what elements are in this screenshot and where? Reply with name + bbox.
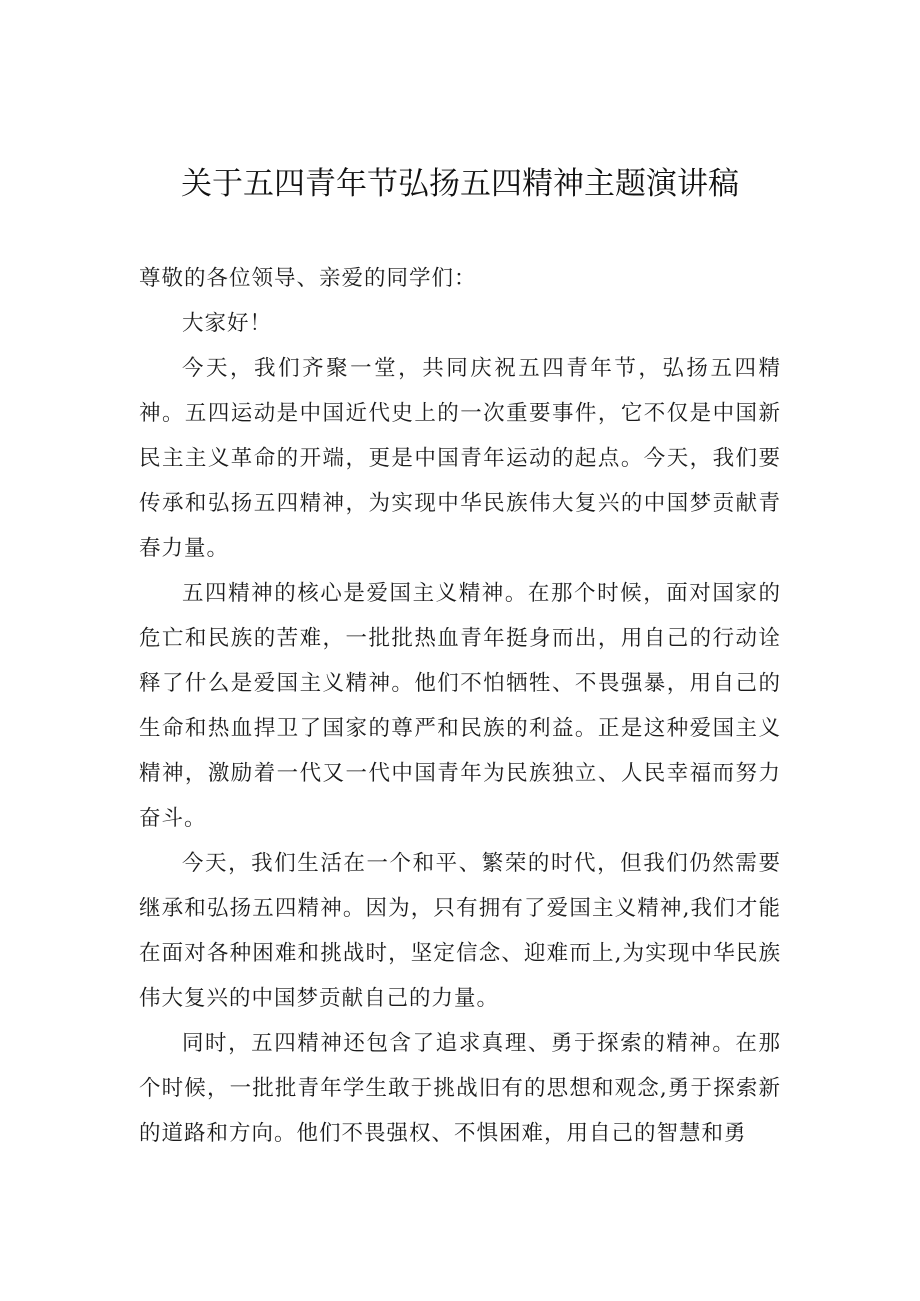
salutation: 尊敬的各位领导、亲爱的同学们： <box>139 266 477 291</box>
document-body <box>139 256 781 1156</box>
paragraph-2: 五四精神的核心是爱国主义精神。在那个时候，面对国家的危亡和民族的苦难，一批批热血青年挺身而出，用自己的行动诠释了什么是爱国主义精神。他们不怕牺牲、不畏强暴，用自己的生命和热血捍卫了国家的尊严和民族的利益。正是这种爱国主义精神，激励着一代又一代中国青年为民族独立、人民幸福而努力奋斗。 <box>139 581 781 831</box>
paragraph-3: 今天，我们生活在一个和平、繁荣的时代，但我们仍然需要继承和弘扬五四精神。因为，只有拥有了爱国主义精神,我们才能在面对各种困难和挑战时，坚定信念、迎难而上,为实现中华民族伟大复兴的中国梦贡献自己的力量。 <box>139 851 781 1011</box>
greeting: 大家好！ <box>182 311 273 336</box>
paragraph-1: 今天，我们齐聚一堂，共同庆祝五四青年节，弘扬五四精神。五四运动是中国近代史上的一次重要事件，它不仅是中国新民主主义革命的开端，更是中国青年运动的起点。今天，我们要传承和弘扬五四精神，为实现中华民族伟大复兴的中国梦贡献青春力量。 <box>139 356 781 561</box>
document-title: 关于五四青年节弘扬五四精神主题演讲稿 <box>181 166 739 202</box>
paragraph-4: 同时，五四精神还包含了追求真理、勇于探索的精神。在那个时候，一批批青年学生敢于挑战旧有的思想和观念,勇于探索新的道路和方向。他们不畏强权、不惧困难，用自己的智慧和勇 <box>139 1031 781 1146</box>
